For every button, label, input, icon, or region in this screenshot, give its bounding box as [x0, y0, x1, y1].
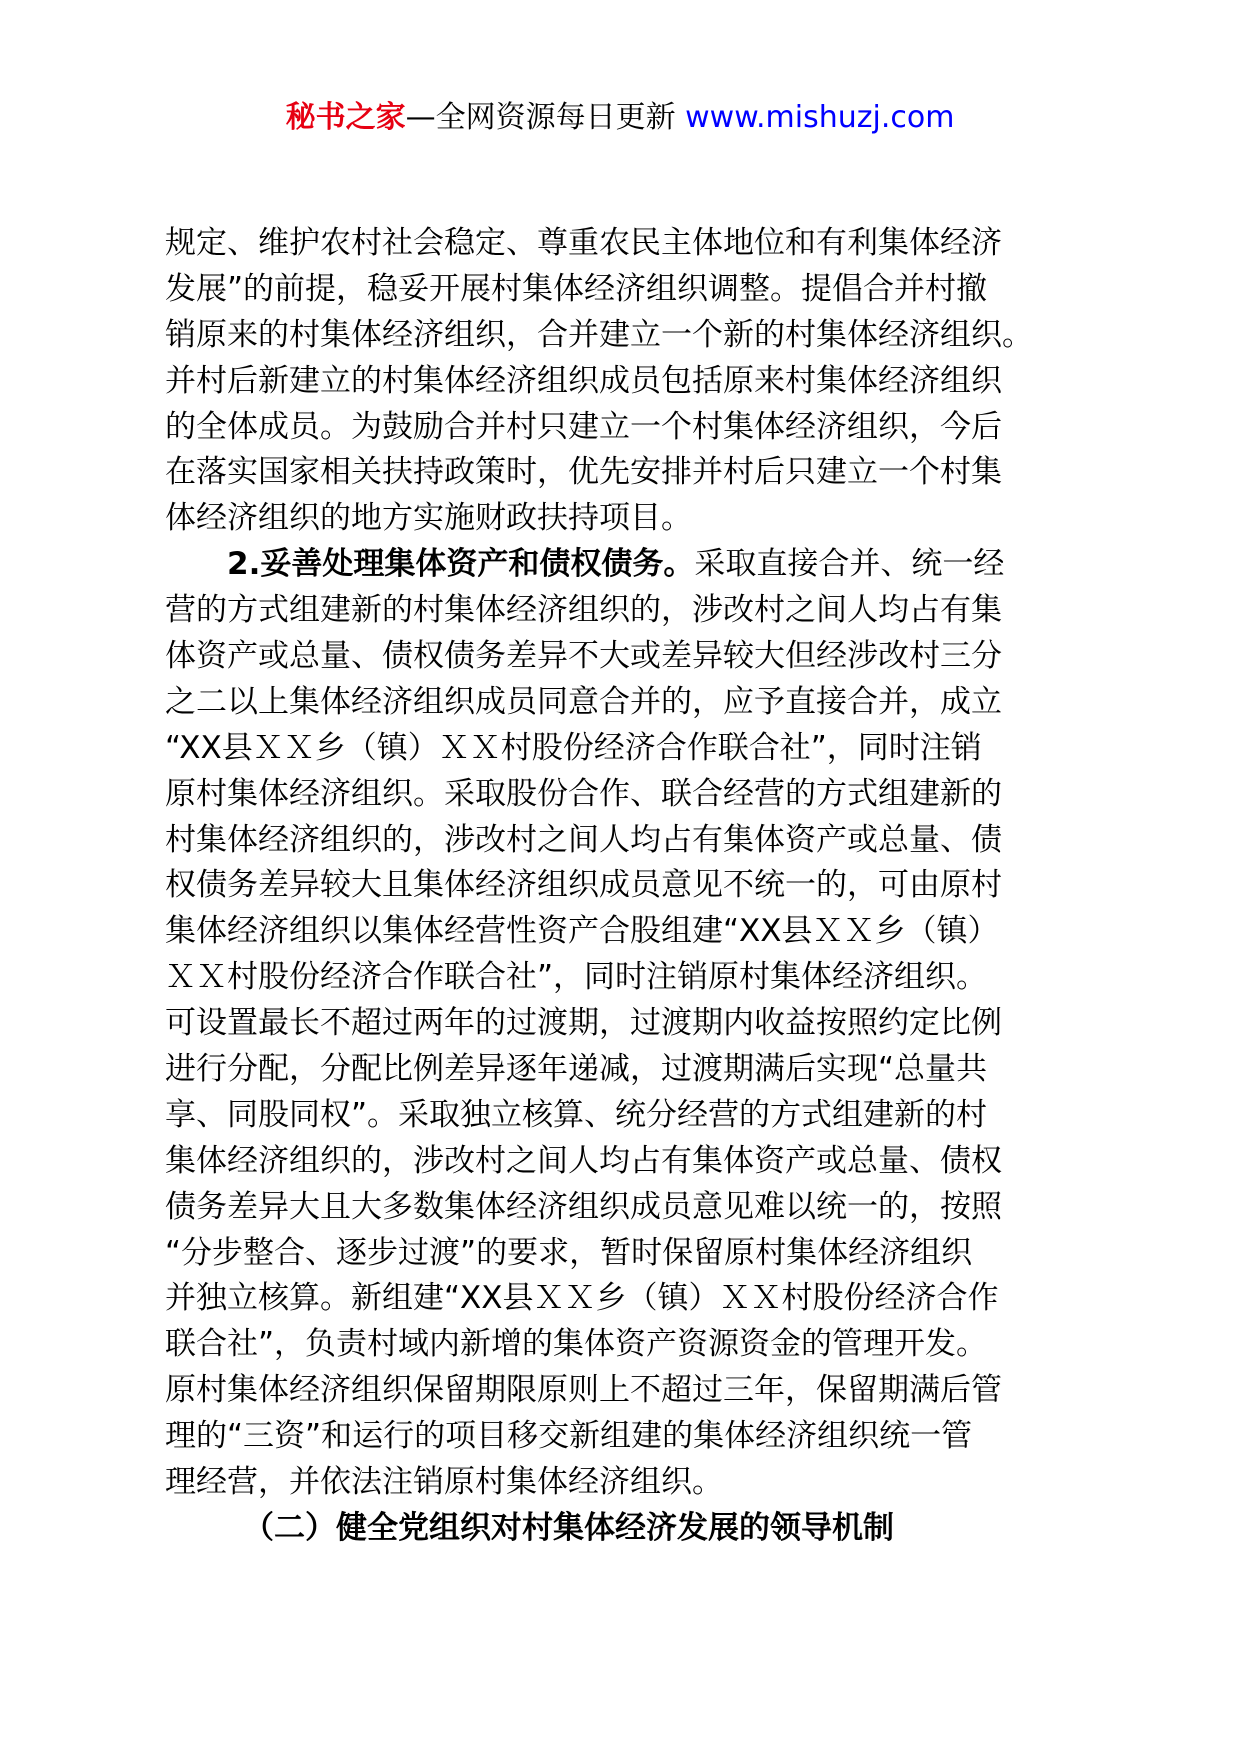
body-line: 理的“三资”和运行的项目移交新组建的集体经济组织统一管	[165, 1418, 973, 1455]
body-line: 集体经济组织以集体经营性资产合股组建“XX县ＸＸ乡（镇）	[165, 913, 999, 950]
body-line: 原村集体经济组织保留期限原则上不超过三年，保留期满后管	[165, 1372, 1002, 1409]
body-line: 原村集体经济组织。采取股份合作、联合经营的方式组建新的	[165, 775, 1002, 812]
section-2-heading: 2.妥善处理集体资产和债权债务。	[227, 546, 695, 583]
site-tagline: —全网资源每日更新	[405, 100, 676, 135]
body-line: 的全体成员。为鼓励合并村只建立一个村集体经济组织，今后	[165, 408, 1002, 445]
body-line: 可设置最长不超过两年的过渡期，过渡期内收益按照约定比例	[165, 1005, 1002, 1042]
section-2-first-line	[165, 542, 1095, 588]
body-line: 债务差异大且大多数集体经济组织成员意见难以统一的，按照	[165, 1188, 1002, 1225]
body-line: “分步整合、逐步过渡”的要求，暂时保留原村集体经济组织	[165, 1234, 973, 1271]
body-line: 村集体经济组织的，涉改村之间人均占有集体资产或总量、债	[165, 821, 1002, 858]
body-line: 销原来的村集体经济组织，合并建立一个新的村集体经济组织。	[165, 316, 1033, 353]
page-header	[0, 98, 1240, 138]
body-line: 联合社”，负责村域内新增的集体资产资源资金的管理开发。	[165, 1326, 988, 1363]
body-line: ＸＸ村股份经济合作联合社”，同时注销原村集体经济组织。	[165, 959, 988, 996]
section-2-first-line-text: 采取直接合并、统一经	[694, 546, 1005, 583]
body-line: 集体经济组织的，涉改村之间人均占有集体资产或总量、债权	[165, 1142, 1002, 1179]
body-line: 在落实国家相关扶持政策时，优先安排并村后只建立一个村集	[165, 454, 1002, 491]
site-url-link[interactable]: www.mishuzj.com	[685, 100, 955, 135]
body-line: 体资产或总量、债权债务差异不大或差异较大但经涉改村三分	[165, 638, 1002, 675]
body-line: 并村后新建立的村集体经济组织成员包括原来村集体经济组织	[165, 362, 1002, 399]
body-line: 享、同股同权”。采取独立核算、统分经营的方式组建新的村	[165, 1096, 988, 1133]
body-line: 规定、维护农村社会稳定、尊重农民主体地位和有利集体经济	[165, 225, 1002, 261]
body-line: 之二以上集体经济组织成员同意合并的，应予直接合并，成立	[165, 683, 1002, 720]
body-line: 营的方式组建新的村集体经济组织的，涉改村之间人均占有集	[165, 592, 1002, 629]
site-brand: 秘书之家	[285, 100, 406, 135]
body-line: 并独立核算。新组建“XX县ＸＸ乡（镇）ＸＸ村股份经济合作	[165, 1280, 999, 1317]
section-subheading: （二）健全党组织对村集体经济发展的领导机制	[243, 1509, 894, 1546]
body-line: “XX县ＸＸ乡（镇）ＸＸ村股份经济合作联合社”，同时注销	[165, 729, 982, 766]
body-line: 权债务差异较大且集体经济组织成员意见不统一的，可由原村	[165, 867, 1002, 904]
body-line: 发展”的前提，稳妥开展村集体经济组织调整。提倡合并村撤	[165, 270, 988, 307]
body-line: 理经营，并依法注销原村集体经济组织。	[165, 1464, 723, 1501]
body-line: 体经济组织的地方实施财政扶持项目。	[165, 500, 692, 537]
body-line: 进行分配，分配比例差异逐年递减，过渡期满后实现“总量共	[165, 1051, 988, 1088]
document-body	[165, 221, 1095, 1552]
